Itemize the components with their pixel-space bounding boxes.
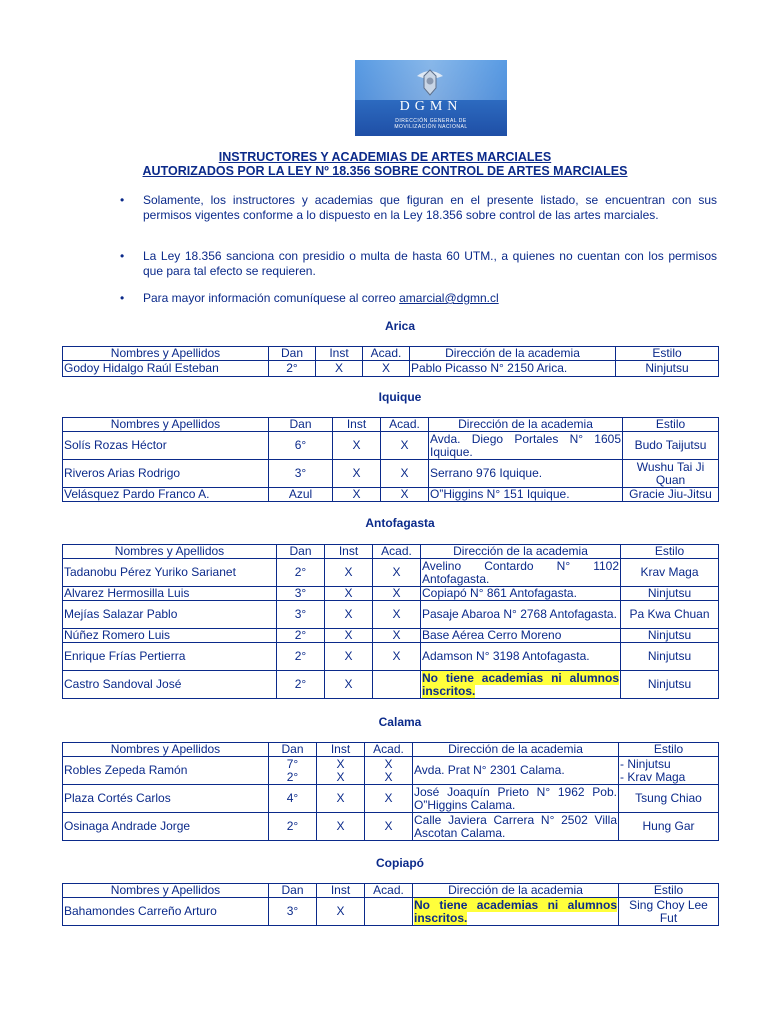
cell-inst: X (325, 559, 373, 587)
col-header-style: Estilo (616, 347, 719, 361)
note-contact (143, 291, 717, 306)
cell-address: Adamson N° 3198 Antofagasta. (421, 643, 621, 671)
cell-name: Osinaga Andrade Jorge (63, 813, 269, 841)
document-title-line-2: AUTORIZADOS POR LA LEY Nº 18.356 SOBRE CONTROL DE ARTES MARCIALES (142, 164, 628, 178)
col-header-name: Nombres y Apellidos (63, 743, 269, 757)
cell-style: Ninjutsu (616, 361, 719, 377)
col-header-address: Dirección de la academia (413, 884, 619, 898)
cell-address: Pasaje Abaroa N° 2768 Antofagasta. (421, 601, 621, 629)
cell-acad (365, 898, 413, 926)
col-header-inst: Inst (316, 347, 363, 361)
acad-value: X (384, 769, 393, 784)
cell-dan: 3° (277, 601, 325, 629)
cell-acad: X (365, 813, 413, 841)
instructors-table-arica (62, 346, 719, 377)
cell-style: Wushu Tai Ji Quan (623, 460, 719, 488)
col-header-acad: Acad. (381, 418, 429, 432)
cell-style: Hung Gar (619, 813, 719, 841)
cell-name: Plaza Cortés Carlos (63, 785, 269, 813)
eagle-emblem-icon (415, 64, 445, 98)
bullet-icon: • (120, 291, 125, 305)
inst-value: X (336, 756, 345, 771)
logo-subtitle-2: MOVILIZACIÓN NACIONAL (394, 124, 468, 130)
cell-address: Base Aérea Cerro Moreno (421, 629, 621, 643)
cell-style: Ninjutsu (621, 629, 719, 643)
table-row (63, 629, 719, 643)
region-heading-calama: Calama (378, 715, 422, 729)
table-row (63, 488, 719, 502)
col-header-address: Dirección de la academia (429, 418, 623, 432)
cell-dan: 2° (277, 629, 325, 643)
col-header-style: Estilo (619, 884, 719, 898)
cell-acad: X (381, 432, 429, 460)
col-header-inst: Inst (325, 545, 373, 559)
cell-address: O”Higgins N° 151 Iquique. (429, 488, 623, 502)
cell-style: Gracie Jiu-Jitsu (623, 488, 719, 502)
cell-name: Tadanobu Pérez Yuriko Sarianet (63, 559, 277, 587)
table-header-row (63, 545, 719, 559)
region-heading-antofagasta: Antofagasta (365, 516, 435, 530)
cell-address: José Joaquín Prieto N° 1962 Pob. O”Higgins Calama. (414, 784, 617, 812)
table-row (63, 813, 719, 841)
col-header-dan: Dan (277, 545, 325, 559)
cell-name: Velásquez Pardo Franco A. (63, 488, 269, 502)
cell-dan (269, 757, 317, 785)
cell-address (413, 898, 619, 926)
col-header-acad: Acad. (365, 743, 413, 757)
cell-address: Avda. Diego Portales N° 1605 Iquique. (430, 431, 621, 459)
dan-value: 7° (286, 756, 299, 771)
col-header-dan: Dan (269, 743, 317, 757)
contact-email-link[interactable]: amarcial@dgmn.cl (399, 291, 499, 305)
cell-name: Enrique Frías Pertierra (63, 643, 277, 671)
col-header-style: Estilo (621, 545, 719, 559)
col-header-acad: Acad. (363, 347, 410, 361)
col-header-address: Dirección de la academia (421, 545, 621, 559)
col-header-address: Dirección de la academia (413, 743, 619, 757)
col-header-inst: Inst (317, 743, 365, 757)
cell-dan: Azul (269, 488, 333, 502)
logo-name: DGMN (399, 99, 463, 114)
cell-name: Solís Rozas Héctor (63, 432, 269, 460)
instructors-table-copiapo (62, 883, 719, 926)
table-row (63, 757, 719, 785)
cell-inst: X (325, 587, 373, 601)
cell-dan: 4° (269, 785, 317, 813)
cell-inst: X (317, 785, 365, 813)
bullet-icon: • (120, 249, 125, 263)
instructors-table-calama (62, 742, 719, 841)
cell-dan: 2° (277, 671, 325, 699)
cell-inst: X (317, 898, 365, 926)
table-row (63, 559, 719, 587)
col-header-style: Estilo (619, 743, 719, 757)
cell-acad: X (381, 460, 429, 488)
style-value: - Krav Maga (620, 769, 686, 784)
no-academy-note: No tiene academias ni alumnos inscritos. (422, 670, 619, 698)
cell-name: Alvarez Hermosilla Luis (63, 587, 277, 601)
instructors-table-iquique (62, 417, 719, 502)
cell-address: Pablo Picasso N° 2150 Arica. (410, 361, 616, 377)
cell-acad: X (381, 488, 429, 502)
region-heading-iquique: Iquique (378, 390, 422, 404)
cell-inst (317, 757, 365, 785)
cell-acad: X (373, 587, 421, 601)
cell-name: Godoy Hidalgo Raúl Esteban (63, 361, 269, 377)
cell-name: Castro Sandoval José (63, 671, 277, 699)
cell-address: Avda. Prat N° 2301 Calama. (413, 757, 619, 785)
style-value: - Ninjutsu (620, 756, 671, 771)
cell-inst: X (333, 432, 381, 460)
region-heading-arica: Arica (384, 319, 416, 333)
cell-acad: X (373, 643, 421, 671)
dgmn-logo (355, 60, 507, 136)
cell-acad: X (373, 629, 421, 643)
table-row (63, 898, 719, 926)
col-header-name: Nombres y Apellidos (63, 347, 269, 361)
col-header-inst: Inst (317, 884, 365, 898)
cell-style: Budo Taijutsu (623, 432, 719, 460)
cell-acad (365, 757, 413, 785)
col-header-name: Nombres y Apellidos (63, 884, 269, 898)
note-contact-text: Para mayor información comuníquese al correo (143, 291, 400, 305)
cell-inst: X (317, 813, 365, 841)
note-permits: Solamente, los instructores y academias que figuran en el presente listado, se encuentran con sus permisos vigentes conforme a lo dispuesto en la Ley 18.356 sobre control de las artes marciales. (143, 193, 717, 222)
cell-dan: 6° (269, 432, 333, 460)
cell-style: Ninjutsu (621, 671, 719, 699)
col-header-name: Nombres y Apellidos (63, 545, 277, 559)
cell-style: Sing Choy Lee Fut (619, 898, 719, 926)
cell-address: Avelino Contardo N° 1102 Antofagasta. (422, 558, 619, 586)
cell-name: Robles Zepeda Ramón (63, 757, 269, 785)
dan-value: 2° (286, 769, 299, 784)
table-row (63, 671, 719, 699)
inst-value: X (336, 769, 345, 784)
cell-address: Calle Javiera Carrera N° 2502 Villa Ascotan Calama. (414, 812, 617, 840)
table-header-row (63, 743, 719, 757)
table-row (63, 432, 719, 460)
cell-address: Copiapó N° 861 Antofagasta. (421, 587, 621, 601)
instructors-table-antofagasta (62, 544, 719, 699)
col-header-style: Estilo (623, 418, 719, 432)
col-header-name: Nombres y Apellidos (63, 418, 269, 432)
cell-inst: X (325, 643, 373, 671)
cell-inst: X (333, 460, 381, 488)
cell-name: Núñez Romero Luis (63, 629, 277, 643)
col-header-dan: Dan (269, 418, 333, 432)
table-header-row (63, 347, 719, 361)
cell-inst: X (325, 601, 373, 629)
col-header-address: Dirección de la academia (410, 347, 616, 361)
cell-acad: X (363, 361, 410, 377)
cell-dan: 3° (269, 898, 317, 926)
cell-name: Mejías Salazar Pablo (63, 601, 277, 629)
cell-inst: X (325, 671, 373, 699)
no-academy-note: No tiene academias ni alumnos inscritos. (414, 897, 617, 925)
table-row (63, 460, 719, 488)
col-header-inst: Inst (333, 418, 381, 432)
table-header-row (63, 418, 719, 432)
table-row (63, 643, 719, 671)
cell-style: Tsung Chiao (619, 785, 719, 813)
table-row (63, 361, 719, 377)
cell-dan: 2° (277, 559, 325, 587)
cell-style: Ninjutsu (621, 643, 719, 671)
document-title-line-1: INSTRUCTORES Y ACADEMIAS DE ARTES MARCIALES (218, 150, 552, 164)
cell-inst: X (333, 488, 381, 502)
cell-dan: 2° (269, 361, 316, 377)
cell-acad: X (373, 601, 421, 629)
region-heading-copiapo: Copiapó (376, 856, 424, 870)
table-row (63, 601, 719, 629)
cell-address (421, 671, 621, 699)
cell-style: Pa Kwa Chuan (621, 601, 719, 629)
cell-inst: X (325, 629, 373, 643)
cell-inst: X (316, 361, 363, 377)
cell-acad: X (373, 559, 421, 587)
cell-name: Bahamondes Carreño Arturo (63, 898, 269, 926)
cell-style (619, 757, 719, 785)
cell-dan: 2° (269, 813, 317, 841)
table-row (63, 587, 719, 601)
acad-value: X (384, 756, 393, 771)
cell-acad (373, 671, 421, 699)
cell-style: Ninjutsu (621, 587, 719, 601)
cell-acad: X (365, 785, 413, 813)
cell-address: Serrano 976 Iquique. (429, 460, 623, 488)
cell-style: Krav Maga (621, 559, 719, 587)
col-header-acad: Acad. (365, 884, 413, 898)
logo-subtitle-1: DIRECCIÓN GENERAL DE (395, 118, 467, 124)
cell-name: Riveros Arias Rodrigo (63, 460, 269, 488)
cell-dan: 2° (277, 643, 325, 671)
table-header-row (63, 884, 719, 898)
col-header-dan: Dan (269, 884, 317, 898)
col-header-dan: Dan (269, 347, 316, 361)
cell-dan: 3° (269, 460, 333, 488)
col-header-acad: Acad. (373, 545, 421, 559)
cell-dan: 3° (277, 587, 325, 601)
table-row (63, 785, 719, 813)
bullet-icon: • (120, 193, 125, 207)
note-sanctions: La Ley 18.356 sanciona con presidio o multa de hasta 60 UTM., a quienes no cuentan con los permisos que para tal efecto se requieren. (143, 249, 717, 278)
